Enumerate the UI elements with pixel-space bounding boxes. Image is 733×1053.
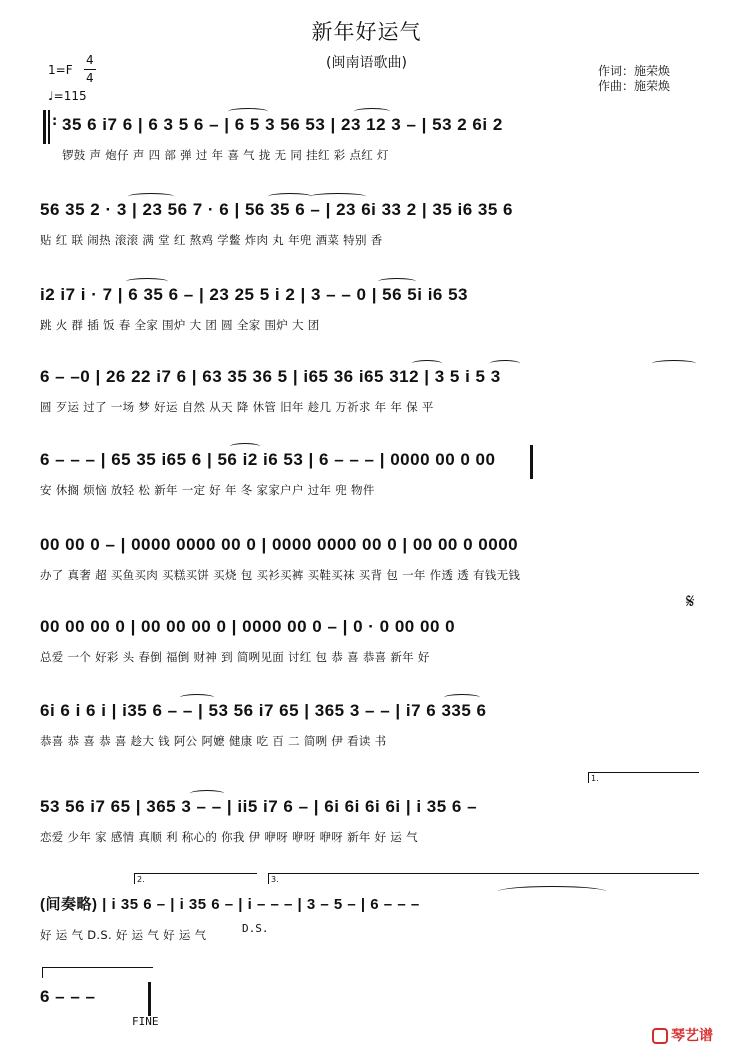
note-row: i2 i7 i · 7 | 6 35 6 – | 23 25 5 i 2 | 3 – – 0 | 56 5i i6 53 [40, 285, 469, 304]
start-repeat-bar [43, 110, 46, 144]
note-row: 53 56 i7 65 | 365 3 – – | ii5 i7 6 – | 6i 6i 6i 6i | i 35 6 – [40, 797, 478, 816]
piano-logo-icon [652, 1028, 668, 1044]
song-title: 新年好运气 [311, 20, 422, 44]
score-system-8 [40, 696, 700, 766]
note-row: 6 – –0 | 26 22 i7 6 | 63 35 36 5 | i65 36 i65 312 | 3 5 i 5 3 [40, 367, 501, 386]
score-system-7 [40, 612, 700, 682]
lyric-row: 安 休搁 烦恼 放轻 松 新年 一定 好 年 冬 家家户户 过年 兜 物件 [40, 483, 375, 497]
fine-mark: FINE [132, 1015, 159, 1028]
tie [498, 886, 606, 897]
lyric-row: 好 运 气 D.S. 好 运 气 好 运 气 [40, 928, 207, 942]
composer-credit: 作曲：施荣焕 [598, 79, 671, 93]
volta-3: 3. [268, 873, 699, 884]
score-system-6 [40, 530, 700, 600]
slur [412, 360, 442, 367]
note-row: 6i 6 i 6 i | i35 6 – – | 53 56 i7 65 | 365 3 – – | i7 6 335 6 [40, 701, 487, 720]
score-system-9 [40, 792, 700, 862]
slur [268, 193, 312, 200]
slur [126, 278, 168, 285]
segno-icon: 𝄋 [686, 589, 695, 613]
note-row: 6 – – – [40, 987, 96, 1006]
slur [190, 790, 224, 797]
slur [230, 443, 260, 450]
site-logo [652, 1025, 713, 1045]
slur [228, 108, 268, 115]
quarter-note-icon: ♩ [48, 89, 54, 103]
lyric-row: 跳 火 群 插 饭 春 全家 围炉 大 团 圆 全家 围炉 大 团 [40, 318, 320, 332]
note-row: 00 00 0 – | 0000 0000 00 0 | 0000 0000 00 0 | 00 00 0 0000 [40, 535, 519, 554]
lyric-row: 恭喜 恭 喜 恭 喜 趁大 钱 阿公 阿嬷 健康 吃 百 二 简咧 伊 看读 书 [40, 734, 387, 748]
time-signature-top: 4 [86, 53, 94, 67]
score-system-2 [40, 195, 700, 265]
song-subtitle: (闽南语歌曲) [326, 55, 407, 71]
repeat-dots: : [52, 114, 58, 129]
final-bar [148, 982, 151, 1016]
logo-text: 琴艺谱 [671, 1028, 713, 1044]
slur [128, 193, 174, 200]
note-row: (间奏略) | i 35 6 – | i 35 6 – | i – – – | 3 – 5 – | 6 – – – [40, 896, 420, 913]
slur [354, 108, 390, 115]
volta-1: 1. [588, 772, 699, 783]
slur [310, 193, 366, 200]
lyric-row: 办了 真奢 超 买鱼买肉 买糕买饼 买烧 包 买衫买裤 买鞋买袜 买背 包 一年 作透 透 有钱无钱 [40, 568, 521, 582]
tempo-value: =115 [53, 89, 87, 103]
slur [652, 360, 696, 367]
note-row: 35 6 i7 6 | 6 3 5 6 – | 6 5 3 56 53 | 23 12 3 – | 53 2 6i 2 [62, 115, 503, 134]
volta-final [42, 967, 153, 978]
lyric-row: 贴 红 联 闹热 滚滚 满 堂 红 熬鸡 学鳖 炸肉 丸 年兜 酒菜 特别 香 [40, 233, 383, 247]
lyric-row: 圆 歹运 过了 一场 梦 好运 自然 从天 降 休管 旧年 趁几 万祈求 年 年 保 平 [40, 400, 434, 414]
note-row: 6 – – – | 65 35 i65 6 | 56 i2 i6 53 | 6 – – – | 0000 00 0 00 [40, 450, 496, 469]
note-row: 00 00 00 0 | 00 00 00 0 | 0000 00 0 – | 0 · 0 00 00 0 [40, 617, 456, 636]
score-system-3 [40, 280, 700, 350]
ds-mark: D.S. [242, 922, 269, 935]
score-system-1 [40, 110, 700, 180]
lyricist-credit: 作词：施荣焕 [598, 64, 671, 78]
score-system-5 [40, 445, 700, 515]
slur [444, 694, 480, 701]
tempo-mark [48, 89, 87, 103]
score-system-10 [40, 890, 700, 960]
slur [490, 360, 520, 367]
key-signature: 1=F [48, 63, 73, 77]
lyric-row: 恋爱 少年 家 感情 真顺 利 称心的 你我 伊 咿呀 咿呀 咿呀 新年 好 运 气 [40, 830, 418, 844]
time-signature-rule [84, 69, 96, 70]
volta-2: 2. [134, 873, 257, 884]
slur [378, 278, 416, 285]
lyric-row: 总爱 一个 好彩 头 春倒 福倒 财神 到 简咧见面 讨红 包 恭 喜 恭喜 新年 好 [40, 650, 430, 664]
slur [180, 694, 214, 701]
note-row: 56 35 2 · 3 | 23 56 7 · 6 | 56 35 6 – | 23 6i 33 2 | 35 i6 35 6 [40, 200, 514, 219]
double-bar [530, 445, 533, 479]
barline [48, 110, 50, 144]
lyric-row: 锣鼓 声 炮仔 声 四 部 弹 过 年 喜 气 拢 无 同 挂红 彩 点红 灯 [62, 148, 389, 162]
time-signature-bottom: 4 [86, 71, 94, 85]
score-system-4 [40, 362, 700, 432]
